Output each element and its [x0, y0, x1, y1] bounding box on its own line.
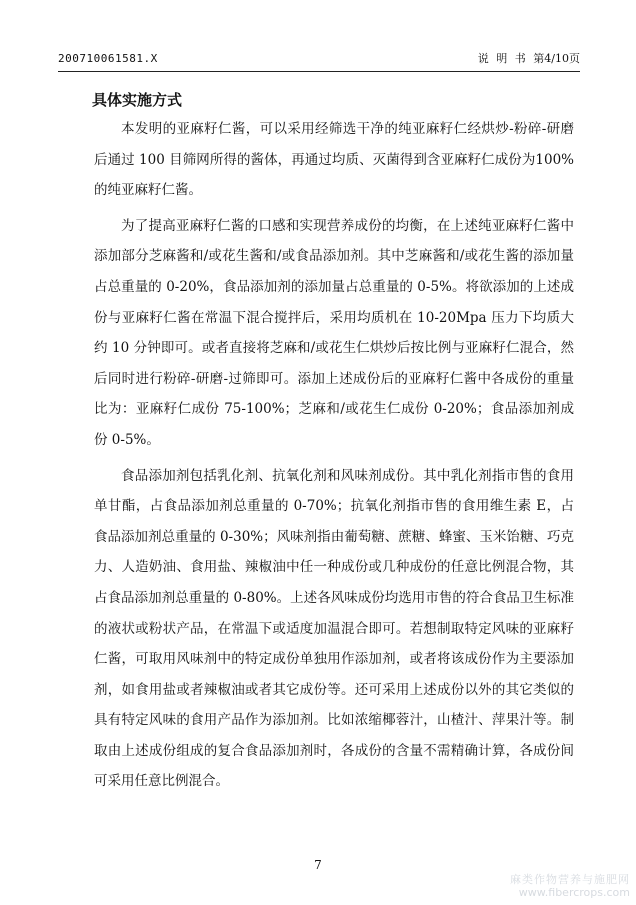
header-right — [478, 50, 580, 68]
header-rule — [58, 71, 580, 72]
section-title: 具体实施方式 — [92, 91, 183, 109]
page-number: 7 — [314, 858, 322, 872]
paragraph: 食品添加剂包括乳化剂、抗氧化剂和风味剂成份。其中乳化剂指市售的食用单甘酯，占食品添加剂总重量的 0-70%；抗氧化剂指市售的食用维生素 E，占食品添加剂总重量的 0-30%；风味剂指由葡萄糖、蔗糖、蜂蜜、玉米饴糖、巧克力、人造奶油、食用盐、辣椒油中任一种成份或几种成份的任意比例混合物，其占食品添加剂总重量的 0-80%。上述各风味成份均选用市售的符合食品卫生标准的液状或粉状产品，在常温下或适度加温混合即可。若想制取特定风味的亚麻籽仁酱，可取用风味剂中的特定成份单独用作添加剂，或者将该成份作为主要添加剂，如食用盐或者辣椒油或者其它成份等。还可采用上述成份以外的其它类似的具有特定风味的食用产品作为添加剂。比如浓缩椰蓉汁，山楂汁、萍果汁等。制取由上述成份组成的复合食品添加剂时，各成份的含量不需精确计算，各成份间可采用任意比例混合。 — [94, 467, 574, 790]
watermark — [510, 873, 630, 899]
document-type: 说 明 书 — [477, 52, 526, 65]
body-text — [94, 114, 574, 797]
page-of-label: 第4/10页 — [533, 52, 580, 65]
paragraph: 本发明的亚麻籽仁酱，可以采用经筛选干净的纯亚麻籽仁经烘炒-粉碎-研磨后通过 100 目筛网所得的酱体，再通过均质、灭菌得到含亚麻籽仁成份为100%的纯亚麻籽仁酱。 — [94, 121, 574, 199]
watermark-url: www.fibercrops.com — [518, 886, 630, 899]
paragraph: 为了提高亚麻籽仁酱的口感和实现营养成份的均衡，在上述纯亚麻籽仁酱中添加部分芝麻酱和/或花生酱和/或食品添加剂。其中芝麻酱和/或花生酱的添加量占总重量的 0-20%，食品添加剂的添加量占总重量的 0-5%。将欲添加的上述成份与亚麻籽仁酱在常温下混合搅拌后，采用均质机在 10-20Mpa 压力下均质大约 10 分钟即可。或者直接将芝麻和/或花生仁烘炒后按比例与亚麻籽仁混合，然后同时进行粉碎-研磨-过筛即可。添加上述成份后的亚麻籽仁酱中各成份的重量比为：亚麻籽仁成份 75-100%；芝麻和/或花生仁成份 0-20%；食品添加剂成份 0-5%。 — [94, 217, 574, 448]
page-header — [58, 50, 580, 68]
watermark-text: 麻类作物营养与施肥网 — [510, 873, 630, 886]
document-number: 200710061581.X — [58, 52, 158, 65]
